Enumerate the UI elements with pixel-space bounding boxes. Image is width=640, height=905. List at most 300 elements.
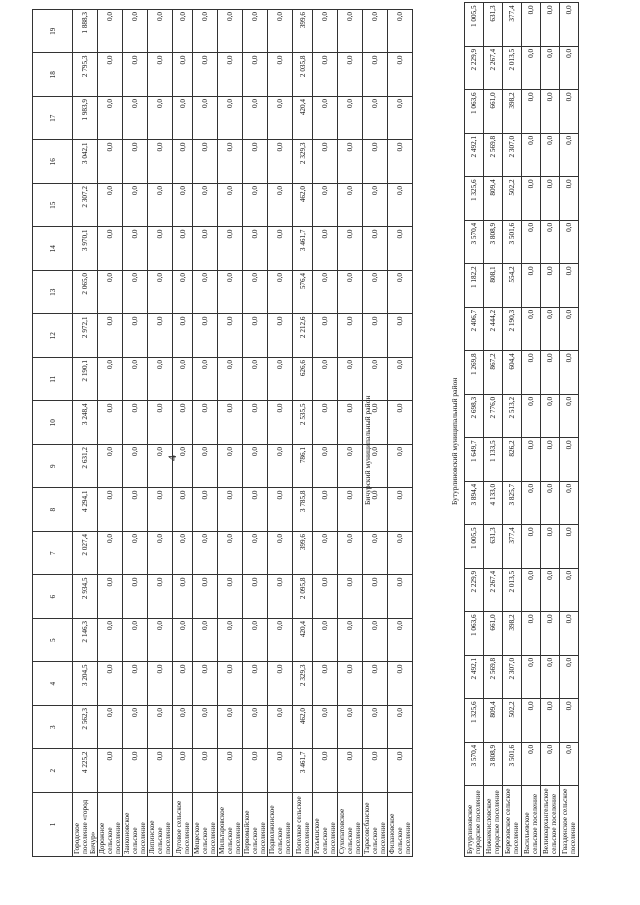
value-cell: 398,2 (503, 90, 522, 134)
value-cell: 0,0 (173, 619, 193, 663)
value-cell: 0,0 (123, 140, 148, 184)
value-cell: 0,0 (123, 749, 148, 793)
value-cell: 0,0 (243, 184, 268, 228)
settlement-name-cell: Сухопатовское сельское поселение (338, 793, 363, 857)
column-number-row (33, 10, 73, 857)
value-cell: 0,0 (313, 53, 338, 97)
value-cell: 0,0 (148, 706, 173, 750)
value-cell: 0,0 (148, 184, 173, 228)
value-cell: 0,0 (541, 307, 560, 351)
value-cell: 0,0 (268, 184, 293, 228)
value-cell: 809,4 (484, 177, 503, 221)
value-cell: 0,0 (148, 749, 173, 793)
value-cell: 0,0 (338, 271, 363, 315)
value-cell: 0,0 (560, 699, 579, 743)
value-cell: 661,0 (484, 90, 503, 134)
value-cell: 0,0 (338, 706, 363, 750)
value-cell: 0,0 (560, 177, 579, 221)
value-cell: 0,0 (268, 314, 293, 358)
value-cell: 2 027,4 (73, 532, 98, 576)
value-cell: 0,0 (123, 227, 148, 271)
value-cell: 399,6 (293, 532, 313, 576)
value-cell: 0,0 (388, 314, 413, 358)
value-cell: 0,0 (193, 445, 218, 489)
value-cell: 0,0 (173, 271, 193, 315)
value-cell: 3 461,7 (293, 227, 313, 271)
value-cell: 1 269,8 (465, 351, 484, 395)
table-row (503, 3, 522, 857)
value-cell: 1 063,6 (465, 612, 484, 656)
value-cell: 2 267,4 (484, 46, 503, 90)
value-cell: 3 785,8 (293, 488, 313, 532)
value-cell: 2 307,0 (503, 655, 522, 699)
value-cell: 0,0 (363, 271, 388, 315)
value-cell: 0,0 (541, 46, 560, 90)
value-cell: 2 795,3 (73, 53, 98, 97)
value-cell: 0,0 (388, 488, 413, 532)
value-cell: 0,0 (363, 227, 388, 271)
value-cell: 0,0 (541, 699, 560, 743)
value-cell: 2 569,8 (484, 655, 503, 699)
value-cell: 826,2 (503, 438, 522, 482)
value-cell: 631,3 (484, 3, 503, 47)
settlement-name-cell: Филановское сельское поселение (388, 793, 413, 857)
value-cell: 0,0 (123, 445, 148, 489)
value-cell: 0,0 (218, 706, 243, 750)
value-cell: 0,0 (313, 314, 338, 358)
value-cell: 0,0 (268, 749, 293, 793)
value-cell: 0,0 (193, 140, 218, 184)
value-cell: 420,4 (293, 619, 313, 663)
value-cell: 0,0 (218, 749, 243, 793)
value-cell: 0,0 (268, 271, 293, 315)
table-row (541, 3, 560, 857)
value-cell: 0,0 (98, 227, 123, 271)
value-cell: 0,0 (243, 749, 268, 793)
value-cell: 3 894,4 (465, 481, 484, 525)
value-cell: 0,0 (522, 699, 541, 743)
value-cell: 0,0 (363, 749, 388, 793)
column-number-cell: 16 (33, 140, 73, 184)
value-cell: 0,0 (123, 358, 148, 402)
value-cell: 0,0 (560, 307, 579, 351)
table-row (193, 10, 218, 857)
value-cell: 462,0 (293, 706, 313, 750)
value-cell: 0,0 (363, 575, 388, 619)
value-cell: 2 776,0 (484, 394, 503, 438)
value-cell: 661,0 (484, 612, 503, 656)
value-cell: 604,4 (503, 351, 522, 395)
table-row (218, 10, 243, 857)
value-cell: 0,0 (243, 488, 268, 532)
value-cell: 0,0 (193, 575, 218, 619)
column-number-cell: 11 (33, 358, 73, 402)
value-cell: 0,0 (123, 662, 148, 706)
value-cell: 0,0 (173, 97, 193, 141)
value-cell: 0,0 (173, 53, 193, 97)
column-number-cell: 1 (33, 793, 73, 857)
value-cell: 0,0 (313, 532, 338, 576)
value-cell: 1 005,5 (465, 525, 484, 569)
value-cell: 0,0 (148, 619, 173, 663)
value-cell: 2 513,2 (503, 394, 522, 438)
value-cell: 3 825,7 (503, 481, 522, 525)
table-row (173, 10, 193, 857)
value-cell: 0,0 (522, 133, 541, 177)
value-cell: 0,0 (560, 481, 579, 525)
value-cell: 0,0 (313, 488, 338, 532)
value-cell: 0,0 (123, 97, 148, 141)
value-cell: 0,0 (338, 227, 363, 271)
value-cell: 2 190,3 (503, 307, 522, 351)
value-cell: 2 698,3 (465, 394, 484, 438)
value-cell: 0,0 (243, 314, 268, 358)
value-cell: 0,0 (148, 140, 173, 184)
value-cell: 0,0 (123, 271, 148, 315)
table-row (484, 3, 503, 857)
value-cell: 0,0 (173, 532, 193, 576)
value-cell: 0,0 (218, 619, 243, 663)
settlement-name-cell: Березовское сельское поселение (503, 786, 522, 857)
value-cell: 0,0 (363, 314, 388, 358)
value-cell: 0,0 (338, 532, 363, 576)
value-cell: 0,0 (388, 271, 413, 315)
value-cell: 0,0 (522, 655, 541, 699)
value-cell: 0,0 (98, 401, 123, 445)
value-cell: 3 248,4 (73, 401, 98, 445)
value-cell: 0,0 (243, 662, 268, 706)
value-cell: 0,0 (218, 575, 243, 619)
value-cell: 2 972,1 (73, 314, 98, 358)
column-number-cell: 13 (33, 271, 73, 315)
value-cell: 867,2 (484, 351, 503, 395)
value-cell: 2 562,3 (73, 706, 98, 750)
value-cell: 2 406,7 (465, 307, 484, 351)
value-cell: 0,0 (338, 184, 363, 228)
value-cell: 2 190,1 (73, 358, 98, 402)
value-cell: 1 005,5 (465, 3, 484, 47)
value-cell: 0,0 (218, 184, 243, 228)
value-cell: 2 307,2 (73, 184, 98, 228)
value-cell: 0,0 (560, 655, 579, 699)
value-cell: 631,3 (484, 525, 503, 569)
value-cell: 4 133,0 (484, 481, 503, 525)
value-cell: 0,0 (173, 445, 193, 489)
value-cell: 0,0 (363, 706, 388, 750)
value-cell: 0,0 (522, 525, 541, 569)
value-cell: 0,0 (388, 358, 413, 402)
table-row (293, 10, 313, 857)
value-cell: 0,0 (541, 3, 560, 47)
value-cell: 0,0 (98, 445, 123, 489)
value-cell: 0,0 (338, 53, 363, 97)
value-cell: 0,0 (218, 140, 243, 184)
value-cell: 0,0 (522, 177, 541, 221)
value-cell: 0,0 (268, 445, 293, 489)
value-cell: 1 063,6 (465, 90, 484, 134)
value-cell: 0,0 (173, 662, 193, 706)
value-cell: 0,0 (148, 358, 173, 402)
value-cell: 0,0 (243, 271, 268, 315)
value-cell: 0,0 (388, 53, 413, 97)
value-cell: 2 013,5 (503, 46, 522, 90)
value-cell: 0,0 (313, 97, 338, 141)
value-cell: 0,0 (123, 706, 148, 750)
value-cell: 0,0 (268, 10, 293, 54)
table-buturlinovka (464, 2, 579, 857)
value-cell: 0,0 (218, 53, 243, 97)
value-cell: 0,0 (148, 532, 173, 576)
value-cell: 0,0 (388, 10, 413, 54)
value-cell: 0,0 (173, 401, 193, 445)
value-cell: 3 501,6 (503, 220, 522, 264)
value-cell: 0,0 (388, 706, 413, 750)
table-row (73, 10, 98, 857)
value-cell: 0,0 (268, 532, 293, 576)
value-cell: 0,0 (541, 264, 560, 308)
value-cell: 2 631,2 (73, 445, 98, 489)
value-cell: 0,0 (98, 619, 123, 663)
value-cell: 3 501,6 (503, 742, 522, 786)
value-cell: 0,0 (338, 140, 363, 184)
value-cell: 0,0 (148, 488, 173, 532)
value-cell: 0,0 (313, 575, 338, 619)
value-cell: 2 267,4 (484, 568, 503, 612)
value-cell: 0,0 (173, 749, 193, 793)
value-cell: 0,0 (313, 706, 338, 750)
value-cell: 0,0 (173, 488, 193, 532)
value-cell: 0,0 (268, 575, 293, 619)
value-cell: 0,0 (541, 133, 560, 177)
column-number-cell: 2 (33, 749, 73, 793)
value-cell: 0,0 (148, 271, 173, 315)
value-cell: 0,0 (363, 401, 388, 445)
column-number-cell: 9 (33, 445, 73, 489)
value-cell: 0,0 (560, 3, 579, 47)
value-cell: 0,0 (218, 97, 243, 141)
value-cell: 0,0 (388, 619, 413, 663)
value-cell: 0,0 (193, 10, 218, 54)
value-cell: 3 204,5 (73, 662, 98, 706)
value-cell: 0,0 (193, 227, 218, 271)
value-cell: 4 294,1 (73, 488, 98, 532)
value-cell: 0,0 (560, 133, 579, 177)
value-cell: 0,0 (193, 662, 218, 706)
column-number-cell: 18 (33, 53, 73, 97)
value-cell: 2 229,9 (465, 46, 484, 90)
value-cell: 0,0 (338, 488, 363, 532)
value-cell: 0,0 (193, 532, 218, 576)
table-row (388, 10, 413, 857)
table-row (243, 10, 268, 857)
value-cell: 0,0 (522, 264, 541, 308)
value-cell: 0,0 (541, 742, 560, 786)
value-cell: 0,0 (268, 706, 293, 750)
value-cell: 3 970,1 (73, 227, 98, 271)
value-cell: 0,0 (243, 445, 268, 489)
value-cell: 0,0 (388, 532, 413, 576)
settlement-name-cell: Мещеское сельское поселение (193, 793, 218, 857)
value-cell: 0,0 (193, 271, 218, 315)
value-cell: 0,0 (541, 351, 560, 395)
value-cell: 1 888,3 (73, 10, 98, 54)
settlement-name-cell: Городское поселение «город Бичур» (73, 793, 98, 857)
value-cell: 3 808,9 (484, 220, 503, 264)
column-number-cell: 4 (33, 662, 73, 706)
value-cell: 0,0 (522, 307, 541, 351)
value-cell: 0,0 (541, 481, 560, 525)
table-bichur (32, 9, 413, 857)
value-cell: 0,0 (218, 314, 243, 358)
value-cell: 1 649,7 (465, 438, 484, 482)
value-cell: 0,0 (560, 264, 579, 308)
value-cell: 0,0 (560, 525, 579, 569)
value-cell: 2 229,9 (465, 568, 484, 612)
value-cell: 0,0 (193, 706, 218, 750)
value-cell: 2 535,5 (293, 401, 313, 445)
value-cell: 0,0 (541, 220, 560, 264)
settlement-name-cell: Липинское сельское поселение (148, 793, 173, 857)
settlement-name-cell: Бутурлиновское городское поселение (465, 786, 484, 857)
value-cell: 0,0 (338, 401, 363, 445)
value-cell: 0,0 (193, 358, 218, 402)
column-number-cell: 17 (33, 97, 73, 141)
value-cell: 0,0 (243, 706, 268, 750)
value-cell: 0,0 (268, 97, 293, 141)
value-cell: 0,0 (338, 662, 363, 706)
value-cell: 0,0 (388, 401, 413, 445)
value-cell: 0,0 (313, 401, 338, 445)
settlement-name-cell: Попелкое сельское поселение (293, 793, 313, 857)
value-cell: 0,0 (313, 619, 338, 663)
value-cell: 0,0 (98, 10, 123, 54)
value-cell: 462,0 (293, 184, 313, 228)
value-cell: 0,0 (243, 10, 268, 54)
value-cell: 0,0 (98, 314, 123, 358)
value-cell: 0,0 (243, 575, 268, 619)
column-number-cell: 14 (33, 227, 73, 271)
table-row (465, 3, 484, 857)
column-number-cell: 12 (33, 314, 73, 358)
column-number-cell: 15 (33, 184, 73, 228)
value-cell: 377,4 (503, 525, 522, 569)
value-cell: 0,0 (313, 749, 338, 793)
value-cell: 420,4 (293, 97, 313, 141)
value-cell: 0,0 (218, 358, 243, 402)
value-cell: 0,0 (522, 351, 541, 395)
column-number-cell: 5 (33, 619, 73, 663)
value-cell: 0,0 (268, 227, 293, 271)
value-cell: 0,0 (173, 358, 193, 402)
value-cell: 398,2 (503, 612, 522, 656)
value-cell: 0,0 (388, 97, 413, 141)
value-cell: 0,0 (560, 438, 579, 482)
value-cell: 0,0 (363, 184, 388, 228)
value-cell: 0,0 (268, 401, 293, 445)
value-cell: 0,0 (541, 612, 560, 656)
value-cell: 399,6 (293, 10, 313, 54)
value-cell: 0,0 (193, 314, 218, 358)
page-number: 4 (165, 455, 179, 461)
value-cell: 1 325,6 (465, 699, 484, 743)
value-cell: 0,0 (98, 184, 123, 228)
value-cell: 0,0 (123, 575, 148, 619)
value-cell: 0,0 (173, 140, 193, 184)
value-cell: 0,0 (193, 184, 218, 228)
value-cell: 0,0 (123, 401, 148, 445)
value-cell: 0,0 (338, 445, 363, 489)
value-cell: 0,0 (388, 445, 413, 489)
value-cell: 0,0 (363, 53, 388, 97)
value-cell: 0,0 (98, 271, 123, 315)
value-cell: 0,0 (560, 568, 579, 612)
value-cell: 0,0 (338, 314, 363, 358)
value-cell: 0,0 (541, 568, 560, 612)
value-cell: 2 307,0 (503, 133, 522, 177)
value-cell: 0,0 (313, 227, 338, 271)
value-cell: 0,0 (363, 662, 388, 706)
value-cell: 0,0 (268, 140, 293, 184)
value-cell: 0,0 (148, 10, 173, 54)
value-cell: 0,0 (313, 662, 338, 706)
value-cell: 0,0 (148, 401, 173, 445)
settlement-name-cell: Разъешское сельское поселение (313, 793, 338, 857)
value-cell: 0,0 (522, 394, 541, 438)
column-number-cell: 7 (33, 532, 73, 576)
value-cell: 786,1 (293, 445, 313, 489)
value-cell: 0,0 (522, 568, 541, 612)
value-cell: 0,0 (560, 220, 579, 264)
value-cell: 626,6 (293, 358, 313, 402)
value-cell: 0,0 (363, 445, 388, 489)
value-cell: 2 492,1 (465, 655, 484, 699)
value-cell: 0,0 (148, 227, 173, 271)
value-cell: 0,0 (313, 140, 338, 184)
value-cell: 0,0 (193, 749, 218, 793)
value-cell: 0,0 (363, 140, 388, 184)
value-cell: 0,0 (123, 532, 148, 576)
value-cell: 0,0 (218, 10, 243, 54)
value-cell: 0,0 (522, 3, 541, 47)
value-cell: 809,4 (484, 699, 503, 743)
value-cell: 2 569,8 (484, 133, 503, 177)
value-cell: 3 042,1 (73, 140, 98, 184)
value-cell: 2 095,8 (293, 575, 313, 619)
value-cell: 0,0 (522, 612, 541, 656)
value-cell: 0,0 (338, 10, 363, 54)
table-row (148, 10, 173, 857)
value-cell: 0,0 (338, 749, 363, 793)
value-cell: 0,0 (218, 401, 243, 445)
value-cell: 0,0 (148, 575, 173, 619)
value-cell: 0,0 (173, 227, 193, 271)
value-cell: 0,0 (522, 742, 541, 786)
value-cell: 0,0 (268, 619, 293, 663)
value-cell: 2 329,3 (293, 662, 313, 706)
column-number-cell: 6 (33, 575, 73, 619)
value-cell: 0,0 (313, 184, 338, 228)
value-cell: 576,4 (293, 271, 313, 315)
value-cell: 1 983,9 (73, 97, 98, 141)
settlement-name-cell: Тарасовсбанское сельское поселение (363, 793, 388, 857)
value-cell: 0,0 (173, 575, 193, 619)
value-cell: 2 035,8 (293, 53, 313, 97)
settlement-name-cell: Заиконовское сельское поселение (123, 793, 148, 857)
value-cell: 0,0 (541, 90, 560, 134)
value-cell: 0,0 (98, 575, 123, 619)
settlement-name-cell: Мильтаровское сельское поселение (218, 793, 243, 857)
table-row (268, 10, 293, 857)
